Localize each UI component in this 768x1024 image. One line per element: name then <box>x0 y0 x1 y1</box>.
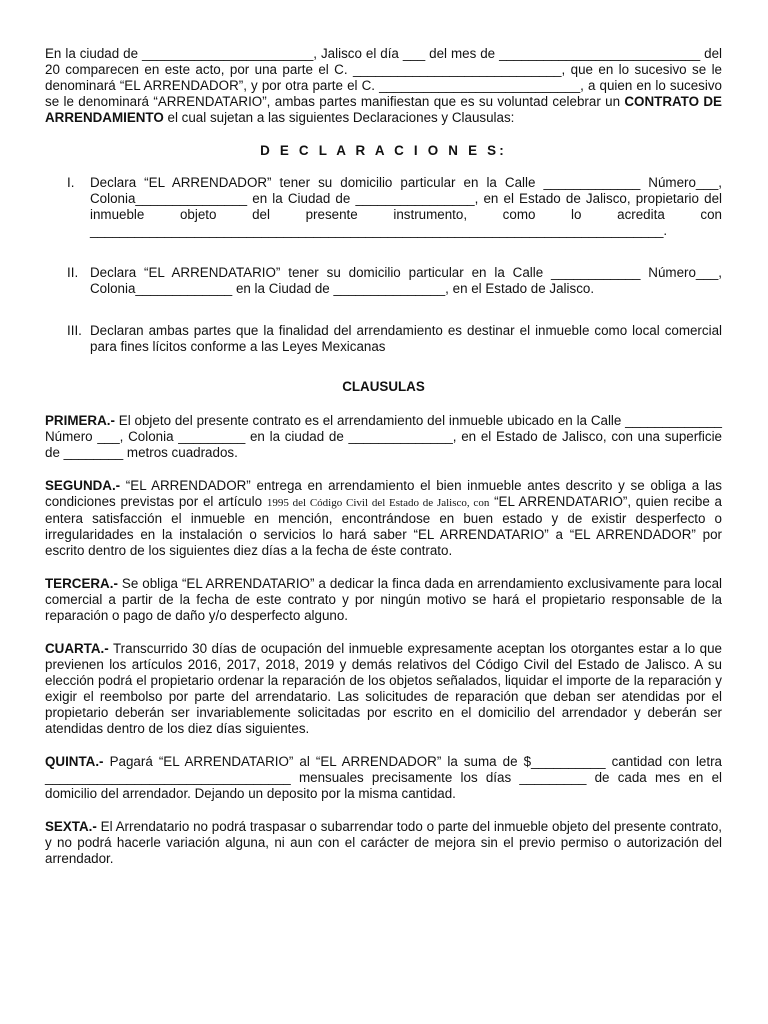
clausula-text: Transcurrido 30 días de ocupación del inmueble expresamente aceptan los otorgantes estar a lo que previenen los artículos 2016, 2017, 2018, 2019 y demás relativos del Código Civil del Estado de Jalisco. A su elección podrá el propietario ordenar la reparación de los objetos señalados, liquidar el importe de la reparación y exigir el reembolso por parte del arrendatario. Las solicitudes de reparación que deban ser atendidas por el propietario deberán ser invariablemente solicitadas por escrito en el domicilio del arrendador y deberán ser atendidas dentro de los diez días siguientes. <box>45 641 722 736</box>
clausula-label: QUINTA.- <box>45 754 104 769</box>
intro-paragraph <box>45 46 722 126</box>
clausula-label: CUARTA.- <box>45 641 109 656</box>
clausula-sexta <box>45 819 722 867</box>
clausula-cuarta <box>45 641 722 737</box>
clausula-tercera <box>45 576 722 624</box>
clausula-text: El objeto del presente contrato es el arrendamiento del inmueble ubicado en la Calle _____________ Número ___, Colonia _________ en la ciudad de ______________, en el Estado de Jalisco, con una superficie de ________ metros cuadrados. <box>45 413 722 460</box>
clausula-text: El Arrendatario no podrá traspasar o subarrendar todo o parte del inmueble objeto del presente contrato, y no podrá hacerle variación alguna, ni aun con el carácter de mejora sin el previo permiso o autorización del arrendador. <box>45 819 722 866</box>
declaracion-item <box>67 323 722 355</box>
clausula-text: “EL ARRENDATARIO”, quien recibe a entera satisfacción el inmueble en mención, encontrándose en buen estado y de existir desperfecto o irregularidades en la instalación o servicios lo hará saber “EL ARRENDATARIO” a “EL ARRENDADOR” por escrito dentro de los siguientes diez días a la fecha de éste contrato. <box>45 494 723 558</box>
clausula-label: TERCERA.- <box>45 576 118 591</box>
declaraciones-heading: D E C L A R A C I O N E S: <box>260 143 507 158</box>
declaracion-text: Declara “EL ARRENDADOR” tener su domicilio particular en la Calle _____________ Número___, Colonia_______________ en la Ciudad de ________________, en el Estado de Jalisco, propietario del inmueble objeto del presente instrumento, como lo acredita con _____________________________________________________________________________. <box>90 175 722 238</box>
document-page <box>45 46 722 884</box>
clausula-text: Se obliga “EL ARRENDATARIO” a dedicar la finca dada en arrendamiento exclusivamente para local comercial a partir de la fecha de este contrato y por ningún motivo se hará el propietario responsable de la reparación o pago de daño y/o desperfecto alguno. <box>45 576 722 623</box>
intro-text-1: En la ciudad de _______________________, Jalisco el día ___ del mes de ___________________________ del 20 comparecen en este acto, por una parte el C. ____________________________, que en lo sucesivo se le denominará “EL ARRENDADOR”, y por otra parte el C. ___________________________, a quien en lo sucesivo se le denominará “ARRENDATARIO”, ambas partes manifiestan que es su voluntad celebrar un <box>45 46 722 109</box>
clausula-label: PRIMERA.- <box>45 413 115 428</box>
clausula-primera <box>45 413 722 461</box>
declaracion-number: II. <box>67 265 79 280</box>
contract-title: CONTRATO DE ARRENDAMIENTO <box>45 94 722 125</box>
declaracion-item <box>67 265 722 297</box>
clausulas-heading: CLAUSULAS <box>342 379 425 394</box>
clausula-text-small: 1995 del Código Civil del Estado de Jalisco, con <box>266 497 490 509</box>
clausula-quinta <box>45 754 722 802</box>
declaracion-number: III. <box>67 323 82 338</box>
declaracion-number: I. <box>67 175 75 190</box>
declaracion-item <box>67 175 722 239</box>
declaracion-text: Declara “EL ARRENDATARIO” tener su domicilio particular en la Calle ____________ Número___, Colonia_____________ en la Ciudad de _______________, en el Estado de Jalisco. <box>90 265 722 296</box>
clausula-label: SEGUNDA.- <box>45 478 121 493</box>
intro-text-2: el cual sujetan a las siguientes Declaraciones y Clausulas: <box>163 110 515 125</box>
declaracion-text: Declaran ambas partes que la finalidad del arrendamiento es destinar el inmueble como local comercial para fines lícitos conforme a las Leyes Mexicanas <box>90 323 722 354</box>
clausula-text: “EL ARRENDADOR” entrega en arrendamiento el bien inmueble antes descrito y se obliga a las condiciones previstas por el artículo <box>45 478 722 509</box>
clausula-label: SEXTA.- <box>45 819 97 834</box>
clausula-segunda <box>45 478 722 559</box>
clausula-text: Pagará “EL ARRENDATARIO” al “EL ARRENDADOR” la suma de $__________ cantidad con letra _________________________________ mensuales precisamente los días _________ de cada mes en el domicilio del arrendador. Dejando un deposito por la misma cantidad. <box>45 754 722 801</box>
